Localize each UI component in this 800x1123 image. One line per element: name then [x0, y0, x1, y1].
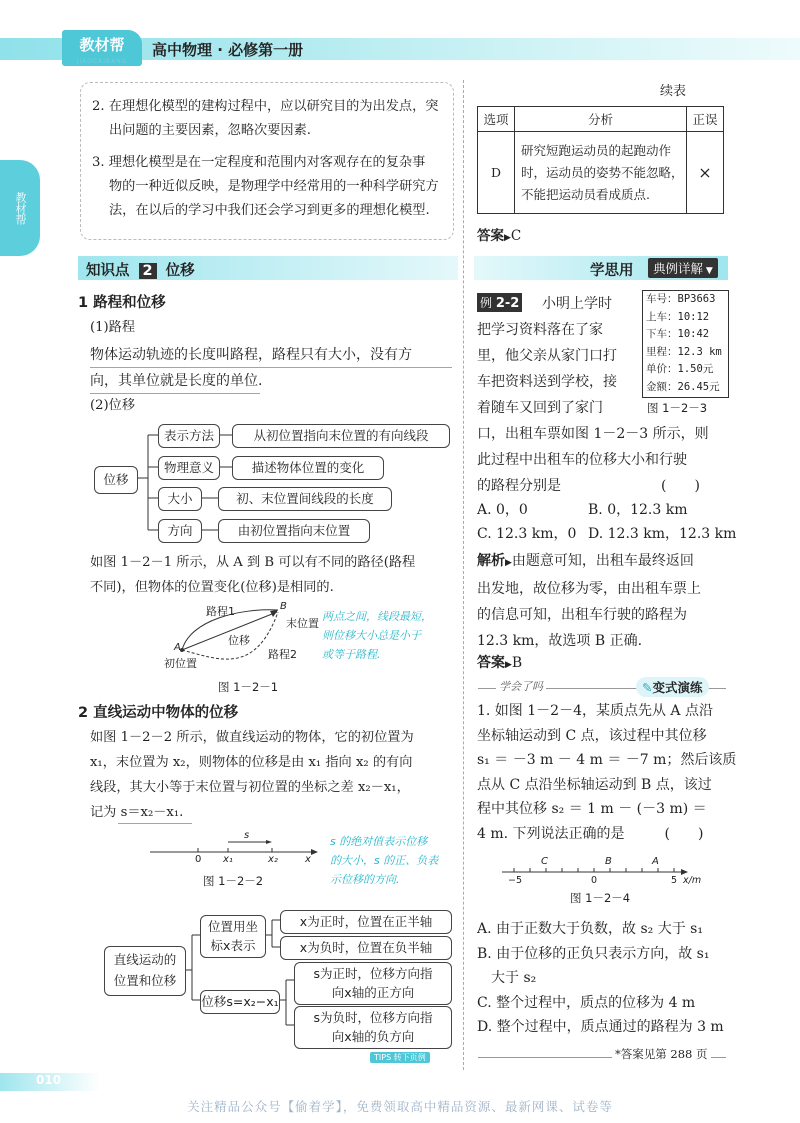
axis-figure — [150, 832, 325, 862]
definition-line: 物体运动轨迹的长度叫路程，路程只有大小，没有方 — [90, 347, 412, 363]
analysis-line: 由题意可知，出租车最终返回 — [511, 553, 694, 569]
practice-text — [477, 699, 736, 846]
axis-label: x — [305, 854, 311, 865]
tree-key: 物理意义 — [158, 456, 220, 480]
option: C. 12.3 km，0 — [477, 526, 577, 542]
answer-reference: *答案见第 288 页 — [612, 1046, 711, 1062]
figure-caption: 图 1－2－4 — [570, 891, 631, 905]
tree2-leaf: x为负时，位置在负半轴 — [280, 936, 452, 960]
tree2-leaf — [294, 1006, 452, 1049]
ticket-line: 单价：1.50元 — [646, 363, 714, 375]
option: B. 0，12.3 km — [588, 502, 688, 518]
example-line: 小明上学时 — [542, 296, 612, 312]
axis-label: s — [244, 830, 250, 841]
book-title: 高中物理 · 必修第一册 — [152, 41, 304, 59]
tree-value: 由初位置指向末位置 — [218, 519, 370, 543]
answer-1 — [477, 224, 521, 244]
axis-label: x₂ — [268, 854, 278, 865]
fig-label: 末位置 — [286, 617, 319, 630]
example-line: 的路程分别是 — [477, 478, 561, 494]
fig-label: 路程1 — [206, 605, 235, 618]
definition-line: 向，其单位就是长度的单位. — [90, 373, 263, 389]
practice-badge — [636, 677, 709, 697]
ticket-line: 下车：10:42 — [646, 328, 710, 340]
tick-label: −5 — [508, 875, 523, 886]
arrow-icon: ▶ — [504, 233, 511, 243]
footer-promo: 关注精品公众号【偷着学】，免费领取高中精品资源、最新网课、试卷等 — [187, 1099, 613, 1114]
axis-label: 0 — [195, 854, 202, 865]
fig-label: A — [174, 642, 181, 653]
answer-bracket: ( ) — [664, 825, 704, 842]
section-number: 2 — [139, 263, 157, 279]
analysis-line: 研究短跑运动员的起跑动作 — [521, 142, 672, 158]
tree-key: 大小 — [158, 487, 202, 511]
example-line: 着随车又回到了家门 — [477, 400, 603, 416]
example-tag-label: 例 — [480, 296, 493, 310]
paragraph-line: 如图 1－2－2 所示，做直线运动的物体，它的初位置为 — [90, 730, 414, 745]
tip-line: 2. 在理想化模型的建构过程中，应以研究目的为出发点，突 — [92, 99, 439, 114]
side-tab: 教材帮 — [0, 160, 40, 256]
column-divider — [463, 80, 464, 1070]
example-line: 把学习资料落在了家 — [477, 322, 603, 338]
point-label: A — [652, 856, 659, 867]
tree2-branch: 位移s=x₂−x₁ — [200, 990, 280, 1014]
highlight-underline — [90, 367, 452, 368]
ticket-line: 金额：26.45元 — [646, 380, 720, 393]
practice-line: 程中其位移 s₂ ＝ 1 m － (－3 m) ＝ — [477, 801, 707, 817]
learned-label: 学会了吗 — [496, 678, 546, 694]
tree-key: 方向 — [158, 519, 202, 543]
tip-text — [92, 95, 448, 223]
point-label: B — [605, 856, 612, 867]
paragraph-line: 记为 s＝x₂－x₁. — [90, 805, 184, 820]
tree2-root — [104, 946, 186, 996]
tree2-leaf-line: s为正时，位移方向指 — [313, 966, 433, 981]
note-line: 则位移大小总是小于 — [322, 629, 421, 642]
option: A. 0，0 — [477, 502, 528, 518]
section-name: 位移 — [165, 263, 195, 279]
figure-caption: 图 1－2－1 — [218, 680, 279, 694]
fig-label: 位移 — [228, 634, 250, 647]
tip-line: 出问题的主要因素，忽略次要因素. — [109, 123, 312, 138]
axis-unit: x/m — [683, 875, 702, 886]
note-line: s 的绝对值表示位移 — [330, 835, 428, 848]
arrow-icon: ▶ — [505, 660, 512, 670]
analysis-line: 时，运动员的姿势不能忽略， — [521, 164, 684, 180]
analysis-line: 12.3 km，故选项 B 正确. — [477, 633, 643, 649]
tree-value: 从初位置指向末位置的有向线段 — [232, 424, 450, 448]
tree2-leaf-line: s为负时，位移方向指 — [313, 1010, 433, 1025]
table-header: 分析 — [515, 107, 687, 132]
table-header: 正误 — [687, 107, 724, 132]
practice-badge-label: 变式演练 — [652, 680, 703, 695]
ticket-line: 里程：12.3 km — [646, 345, 722, 358]
pencil-icon: ✎ — [642, 680, 653, 695]
ticket-line: 车号：BP3663 — [646, 293, 716, 305]
table-continued-label: 续表 — [660, 84, 687, 99]
fig-label: 路程2 — [268, 648, 297, 661]
table-cell-mark: × — [687, 132, 724, 214]
example-number: 2-2 — [495, 296, 520, 311]
tree-value: 初、末位置间线段的长度 — [218, 487, 392, 511]
tick-label: 0 — [591, 875, 598, 886]
point-label: C — [541, 856, 548, 867]
triangle-down-icon: ▼ — [703, 266, 713, 276]
axis-label: x₁ — [223, 854, 233, 865]
tips-badge: TIPS 转下页例 — [370, 1052, 430, 1063]
example-text — [542, 291, 612, 317]
practice-line: 4 m. 下列说法正确的是 — [477, 825, 625, 842]
answer-bracket: ( ) — [661, 478, 700, 494]
example-line: 口，出租车票如图 1－2－3 所示，则 — [477, 426, 709, 442]
example-line: 车把资料送到学校，接 — [477, 374, 617, 390]
page-number: 010 — [36, 1073, 62, 1087]
tree2-root-line: 直线运动的 — [113, 952, 177, 967]
analysis-line: 的信息可知，出租车行驶的路程为 — [477, 607, 687, 623]
practice-line: 点从 C 点沿坐标轴运动到 B 点，该过 — [477, 776, 712, 793]
answer-label: 答案 — [477, 228, 504, 244]
paragraph-line: 线段，其大小等于末位置与初位置的坐标之差 x₂－x₁， — [90, 780, 410, 795]
section-prefix: 知识点 — [86, 263, 130, 279]
example-line: 此过程中出租车的位移大小和行驶 — [477, 452, 687, 468]
option: D. 12.3 km，12.3 km — [588, 526, 737, 542]
tree2-leaf-line: 向x轴的负方向 — [331, 1029, 415, 1044]
handwritten-note — [330, 832, 438, 889]
tree2-branch-line: 位置用坐 — [207, 919, 258, 934]
figure-caption: 图 1－2－3 — [647, 401, 708, 415]
analysis-label: 解析 — [477, 553, 505, 569]
arrow-icon: ▶ — [505, 558, 512, 568]
example-badge-label: 典例详解 — [653, 261, 704, 276]
figure-caption: 图 1－2－2 — [203, 874, 264, 888]
subsection-heading: 2 直线运动中物体的位移 — [78, 705, 239, 721]
subsection-heading: 1 路程和位移 — [78, 295, 166, 311]
tree-key: 表示方法 — [158, 424, 220, 448]
section-title — [86, 259, 195, 280]
taxi-ticket — [642, 290, 729, 398]
note-line: 示位移的方向. — [330, 873, 400, 886]
answer-label: 答案 — [477, 655, 505, 671]
example-tag — [477, 293, 522, 312]
handwritten-note — [322, 607, 432, 664]
analysis-line: 不能把运动员看成质点. — [521, 186, 650, 202]
option: D. 整个过程中，质点通过的路程为 3 m — [477, 1019, 724, 1035]
tree-root: 位移 — [94, 466, 138, 494]
subheading: (2)位移 — [90, 398, 136, 413]
answer-value: B — [511, 655, 523, 671]
section-right-title: 学思用 — [590, 263, 634, 279]
subheading: (1)路程 — [90, 320, 136, 335]
tree2-leaf-line: 向x轴的正方向 — [331, 985, 415, 1000]
option: 大于 s₂ — [477, 970, 537, 986]
table-cell-option: D — [478, 132, 515, 214]
option: C. 整个过程中，质点的位移为 4 m — [477, 994, 696, 1011]
tip-line: 3. 理想化模型是在一定程度和范围内对客观存在的复杂事 — [92, 155, 426, 170]
example-badge — [648, 258, 718, 278]
highlight-underline — [118, 823, 192, 824]
paragraph-line: x₁，末位置为 x₂，则物体的位移是由 x₁ 指向 x₂ 的有向 — [90, 755, 413, 770]
analysis-table — [477, 106, 724, 214]
number-line — [500, 858, 700, 882]
option: B. 由于位移的正负只表示方向，故 s₁ — [477, 945, 710, 962]
brand-logo: 教材帮 — [62, 30, 142, 66]
note-line: 或等于路程. — [322, 648, 381, 661]
practice-line: s₁ ＝ －3 m － 4 m ＝ －7 m；然后该质 — [477, 752, 737, 768]
answer-value: C — [510, 228, 522, 244]
tree2-leaf — [294, 962, 452, 1005]
tree2-branch — [200, 915, 266, 958]
tree2-leaf: x为正时，位置在正半轴 — [280, 910, 452, 934]
table-cell-analysis — [515, 132, 687, 214]
fig-label: 初位置 — [164, 657, 197, 670]
paragraph-line: 如图 1－2－1 所示，从 A 到 B 可以有不同的路径(路程 — [90, 555, 416, 570]
tip-line: 物的一种近似反映，是物理学中经常用的一种科学研究方 — [109, 179, 439, 194]
analysis-line: 出发地，故位移为零，由出租车票上 — [477, 581, 701, 597]
option: A. 由于正数大于负数，故 s₂ 大于 s₁ — [477, 921, 703, 937]
fig-label: B — [280, 601, 287, 612]
tick-label: 5 — [671, 875, 678, 886]
tip-line: 法，在以后的学习中我们还会学习到更多的理想化模型. — [109, 203, 430, 218]
brand-logo-subtitle: JIAOCAIBANG — [76, 58, 128, 65]
ticket-line: 上车：10:12 — [646, 310, 710, 323]
note-line: 的大小，s 的正、负表 — [330, 854, 439, 867]
tree2-branch-line: 标x表示 — [210, 938, 256, 953]
example-line: 里，他父亲从家门口打 — [477, 348, 617, 364]
practice-options — [477, 917, 724, 1040]
practice-line: 坐标轴运动到 C 点，该过程中其位移 — [477, 727, 707, 744]
table-header: 选项 — [478, 107, 515, 132]
tree2-root-line: 位置和位移 — [113, 973, 177, 988]
tree-value: 描述物体位置的变化 — [232, 456, 384, 480]
answer-2 — [477, 652, 522, 672]
analysis-text — [477, 548, 701, 654]
practice-line: 1. 如图 1－2－4，某质点先从 A 点沿 — [477, 703, 713, 719]
paragraph-line: 不同)，但物体的位置变化(位移)是相同的. — [90, 580, 334, 595]
note-line: 两点之间，线段最短， — [322, 610, 432, 623]
